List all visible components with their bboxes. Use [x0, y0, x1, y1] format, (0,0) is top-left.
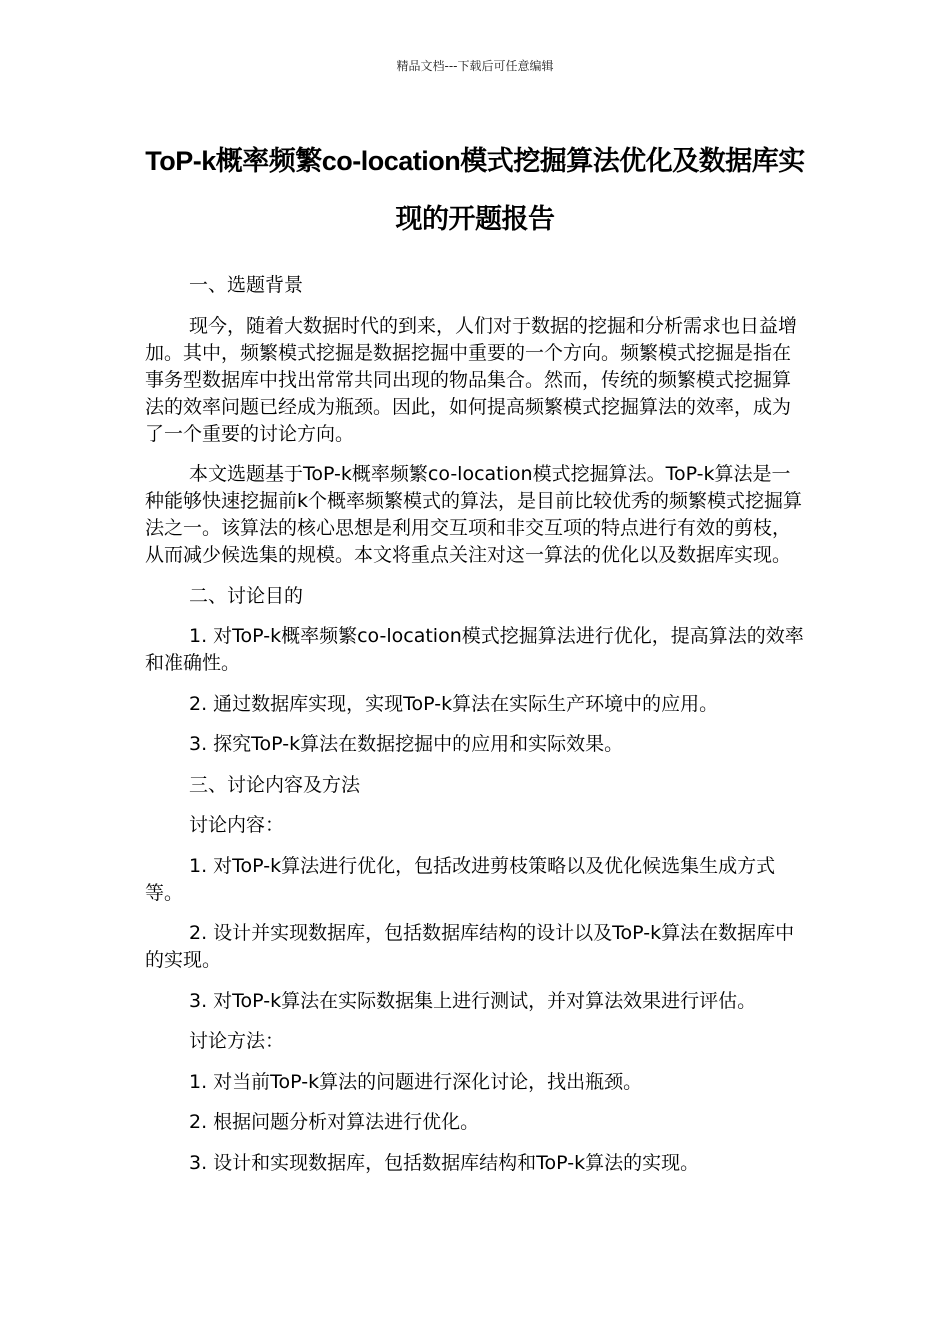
list-item-purpose-3: 3. 探究ToP-k算法在数据挖掘中的应用和实际效果。: [189, 733, 624, 755]
document-title: ToP-k概率频繁co-location模式挖掘算法优化及数据库实现的开题报告: [145, 146, 805, 234]
paragraph-background-2: 本文选题基于ToP-k概率频繁co-location模式挖掘算法。ToP-k算法是一种能够快速挖掘前k个概率频繁模式的算法，是目前比较优秀的频繁模式挖掘算法之一。该算法的核心思想是利用交互项和非交互项的特点进行有效的剪枝，从而减少候选集的规模。本文将重点关注对这一算法的优化以及数据库实现。: [145, 463, 803, 566]
list-item-method-2: 2. 根据问题分析对算法进行优化。: [189, 1111, 480, 1133]
header-note: 精品文档---下载后可任意编辑: [396, 59, 554, 73]
list-item-purpose-1: 1. 对ToP-k概率频繁co-location模式挖掘算法进行优化，提高算法的效率和准确性。: [145, 625, 804, 674]
paragraph-background-1: 现今，随着大数据时代的到来，人们对于数据的挖掘和分析需求也日益增加。其中，频繁模式挖掘是数据挖掘中重要的一个方向。频繁模式挖掘是指在事务型数据库中找出常常共同出现的物品集合。然而，传统的频繁模式挖掘算法的效率问题已经成为瓶颈。因此，如何提高频繁模式挖掘算法的效率，成为了一个重要的讨论方向。: [145, 314, 798, 445]
section-heading-content-method: 三、讨论内容及方法: [189, 773, 361, 796]
section-heading-purpose: 二、讨论目的: [189, 584, 304, 607]
section-heading-background: 一、选题背景: [189, 274, 304, 296]
list-item-method-1: 1. 对当前ToP-k算法的问题进行深化讨论，找出瓶颈。: [189, 1070, 643, 1093]
list-item-content-1: 1. 对ToP-k算法进行优化，包括改进剪枝策略以及优化候选集生成方式等。: [145, 854, 776, 904]
list-item-content-3: 3. 对ToP-k算法在实际数据集上进行测试，并对算法效果进行评估。: [189, 989, 757, 1012]
subheading-method: 讨论方法：: [189, 1030, 285, 1052]
subheading-content: 讨论内容：: [189, 814, 285, 836]
list-item-purpose-2: 2. 通过数据库实现，实现ToP-k算法在实际生产环境中的应用。: [189, 692, 719, 715]
document-body: [145, 272, 805, 1190]
list-item-content-2: 2. 设计并实现数据库，包括数据库结构的设计以及ToP-k算法在数据库中的实现。: [145, 922, 795, 971]
list-item-method-3: 3. 设计和实现数据库，包括数据库结构和ToP-k算法的实现。: [189, 1151, 700, 1174]
